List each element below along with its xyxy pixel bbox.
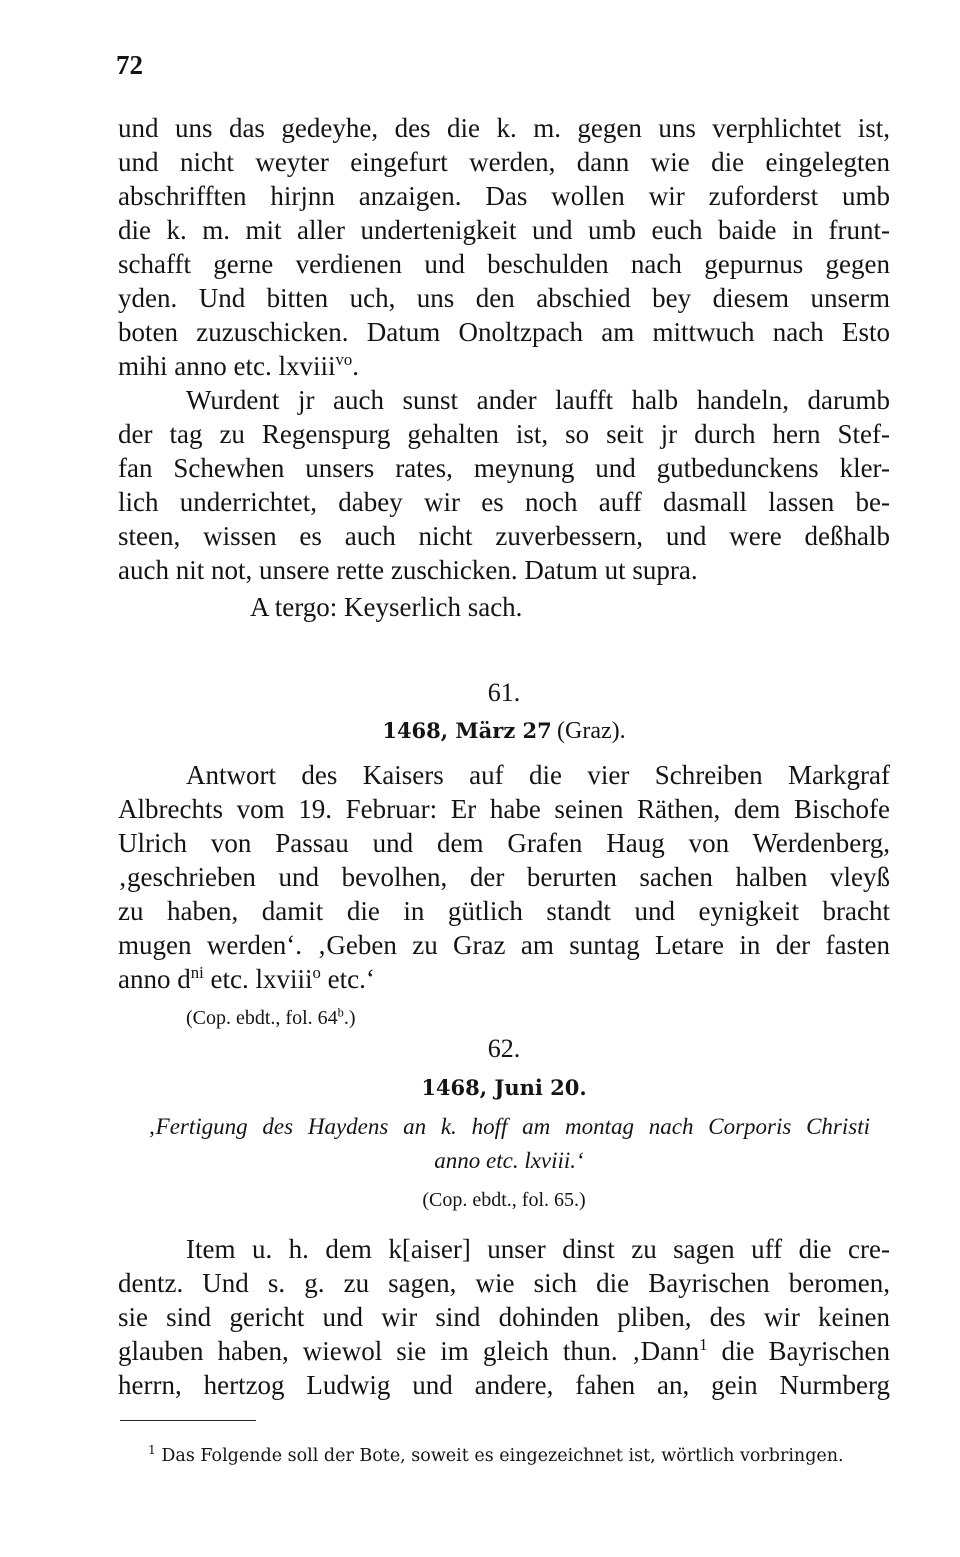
- text-fragment: etc.‘: [320, 964, 375, 994]
- text-fragment: mihi anno etc. lxviii: [118, 351, 336, 381]
- document-date: 1468, Juni 20.: [421, 1075, 587, 1100]
- text-line: [118, 962, 890, 996]
- text-line: herrn, hertzog Ludwig und andere, fahen an, gein Nurmberg: [118, 1370, 890, 1400]
- text-line: dentz. Und s. g. zu sagen, wie sich die Bayrischen beromen,: [118, 1268, 890, 1298]
- text-line: lich underrichtet, dabey wir es noch auff dasmall lassen be-: [118, 487, 890, 517]
- text-fragment: die Bayrischen: [707, 1336, 890, 1366]
- instruction-paragraph: [118, 1232, 890, 1402]
- source-citation: (Cop. ebdt., fol. 65.): [422, 1189, 586, 1211]
- a-tergo-note: A tergo: Keyserlich sach.: [250, 592, 523, 622]
- footnote-text: Das Folgende soll der Bote, soweit es eingezeichnet ist, wörtlich vorbringen.: [155, 1446, 844, 1466]
- text-fragment: glauben haben, wiewol sie im gleich thun. ‚Dann: [118, 1336, 700, 1366]
- text-line: und nicht weyter eingefurt werden, dann wie die eingelegten: [118, 147, 890, 177]
- document-date-heading: [0, 716, 960, 746]
- letter-paragraph-2: [118, 383, 890, 587]
- text-line: die k. m. mit aller undertenigkeit und umb euch baide in frunt-: [118, 215, 890, 245]
- regest-paragraph: [118, 758, 890, 996]
- text-line: Wurdent jr auch sunst ander laufft halb handeln, darumb: [186, 385, 890, 415]
- text-line: mugen werden‘. ‚Geben zu Graz am suntag Letare in der fasten: [118, 930, 890, 960]
- title-line: ‚Fertigung des Haydens an k. hoff am montag nach Corporis Christi: [148, 1114, 870, 1139]
- text-line: boten zuzuschicken. Datum Onoltzpach am mittwuch nach Esto: [118, 317, 890, 347]
- text-line: und uns das gedeyhe, des die k. m. gegen uns verphlichtet ist,: [118, 113, 890, 143]
- text-line: Antwort des Kaisers auf die vier Schreiben Markgraf: [186, 760, 890, 790]
- text-fragment: etc. lxviii: [203, 964, 313, 994]
- page-number: 72: [116, 50, 143, 80]
- text-line: steen, wissen es auch nicht zuverbessern, und were deßhalb: [118, 521, 890, 551]
- title-line: anno etc. lxviii.‘: [434, 1148, 584, 1173]
- text-line: Item u. h. dem k[aiser] unser dinst zu sagen uff die cre-: [186, 1234, 890, 1264]
- superscript: vo: [335, 350, 353, 369]
- text-line: fan Schewhen unsers rates, meynung und gutbedunckens kler-: [118, 453, 890, 483]
- text-line: zu haben, damit die in gütlich standt und eynigkeit bracht: [118, 896, 890, 926]
- text-line: abschrifften hirjnn anzaigen. Das wollen wir zuforderst umb: [118, 181, 890, 211]
- document-title: [148, 1110, 870, 1178]
- text-line: schafft gerne verdienen und beschulden nach gepurnus gegen: [118, 249, 890, 279]
- footnote-marker: 1: [699, 1335, 708, 1354]
- document-date: 1468, März 27: [382, 718, 552, 743]
- letter-paragraph-1: [118, 111, 890, 383]
- text-fragment: .: [352, 351, 359, 381]
- text-line: ‚geschrieben und bevolhen, der berurten sachen halben vleyß: [118, 862, 890, 892]
- superscript: b: [337, 1005, 344, 1020]
- document-place: (Graz).: [557, 718, 626, 744]
- text-line: yden. Und bitten uch, uns den abschied bey diesem unserm: [118, 283, 890, 313]
- footnote-marker: 1: [148, 1443, 156, 1458]
- text-fragment: .): [343, 1007, 356, 1029]
- text-line: auch nit not, unsere rette zuschicken. Datum ut supra.: [118, 555, 698, 585]
- document-number: 61.: [487, 678, 521, 707]
- superscript: o: [312, 963, 321, 982]
- text-fragment: (Cop. ebdt., fol. 64: [186, 1007, 338, 1029]
- footnote: [148, 1443, 844, 1469]
- text-fragment: anno d: [118, 964, 191, 994]
- document-number: 62.: [487, 1034, 521, 1063]
- text-line: [118, 1334, 890, 1368]
- text-line: der tag zu Regenspurg gehalten ist, so seit jr durch hern Stef-: [118, 419, 890, 449]
- text-line: Ulrich von Passau und dem Grafen Haug von Werdenberg,: [118, 828, 890, 858]
- source-citation: [186, 1004, 356, 1032]
- text-line: [118, 349, 890, 383]
- footnote-separator: [120, 1420, 256, 1421]
- text-line: sie sind gericht und wir sind dohinden pliben, des wir keinen: [118, 1302, 890, 1332]
- text-line: Albrechts vom 19. Februar: Er habe seinen Räthen, dem Bischofe: [118, 794, 890, 824]
- superscript: ni: [190, 963, 204, 982]
- document-date-heading: [0, 1073, 960, 1103]
